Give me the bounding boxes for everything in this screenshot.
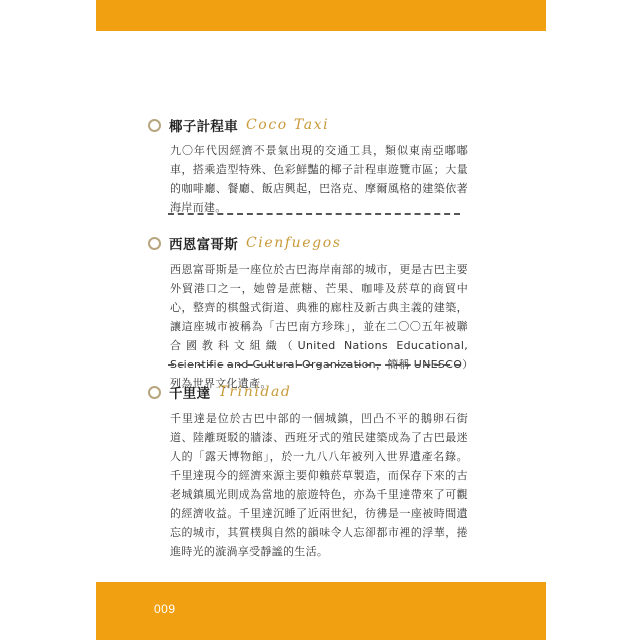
- section-heading: [148, 382, 291, 402]
- section-title-en: Trinidad: [218, 384, 292, 400]
- section-body: 九〇年代因經濟不景氣出現的交通工具，類似東南亞嘟嘟車，搭乘造型特殊、色彩鮮豔的椰子計程車遊覽市區；大量的咖啡廳、餐廳、飯店興起，巴洛克、摩爾風格的建築依著海岸而建。: [170, 144, 468, 214]
- section-title-zh: 千里達: [169, 386, 211, 402]
- circle-bullet-icon: [148, 237, 161, 250]
- circle-bullet-icon: [148, 386, 161, 399]
- bottom-color-band: [96, 582, 546, 640]
- circle-bullet-icon: [148, 119, 161, 132]
- top-color-band: [96, 0, 546, 31]
- section-divider: [168, 213, 460, 215]
- section-body: 千里達是位於古巴中部的一個城鎮，凹凸不平的鵝卵石街道、陸離斑駁的牆漆、西班牙式的殖民建築成為了古巴最迷人的「露天博物館」，於一九八八年被列入世界遺產名錄。千里達現今的經濟來源主要仰賴菸草製造，而保存下來的古老城鎮風光則成為當地的旅遊特色，亦為千里達帶來了可觀的經濟收益。千里達沉睡了近兩世紀，彷彿是一座被時間遺忘的城市，其質樸與自然的韻味令人忘卻都市裡的浮華，捲進時光的漩渦享受靜謐的生活。: [170, 412, 468, 558]
- section-divider: [168, 364, 460, 366]
- section-title-zh: 西恩富哥斯: [169, 237, 238, 253]
- section-heading: [148, 115, 329, 135]
- section-title-en: Cienfuegos: [246, 235, 342, 251]
- section-title-en: Coco Taxi: [246, 117, 330, 133]
- section-heading: [148, 233, 342, 253]
- section-body: 西恩富哥斯是一座位於古巴海岸南部的城市，更是古巴主要外貿港口之一，她曾是蔗糖、芒果、咖啡及菸草的商貿中心，整齊的棋盤式街道、典雅的廊柱及新古典主義的建築，讓這座城市被稱為「古巴南方珍珠」，並在二〇〇五年被聯合國教科文組織（United Nations Educational, Scientific and Cultural Organization，簡稱 UNESCO）列為世界文化遺產。: [170, 263, 468, 390]
- section-title-zh: 椰子計程車: [169, 119, 238, 135]
- page-number: 009: [154, 602, 176, 616]
